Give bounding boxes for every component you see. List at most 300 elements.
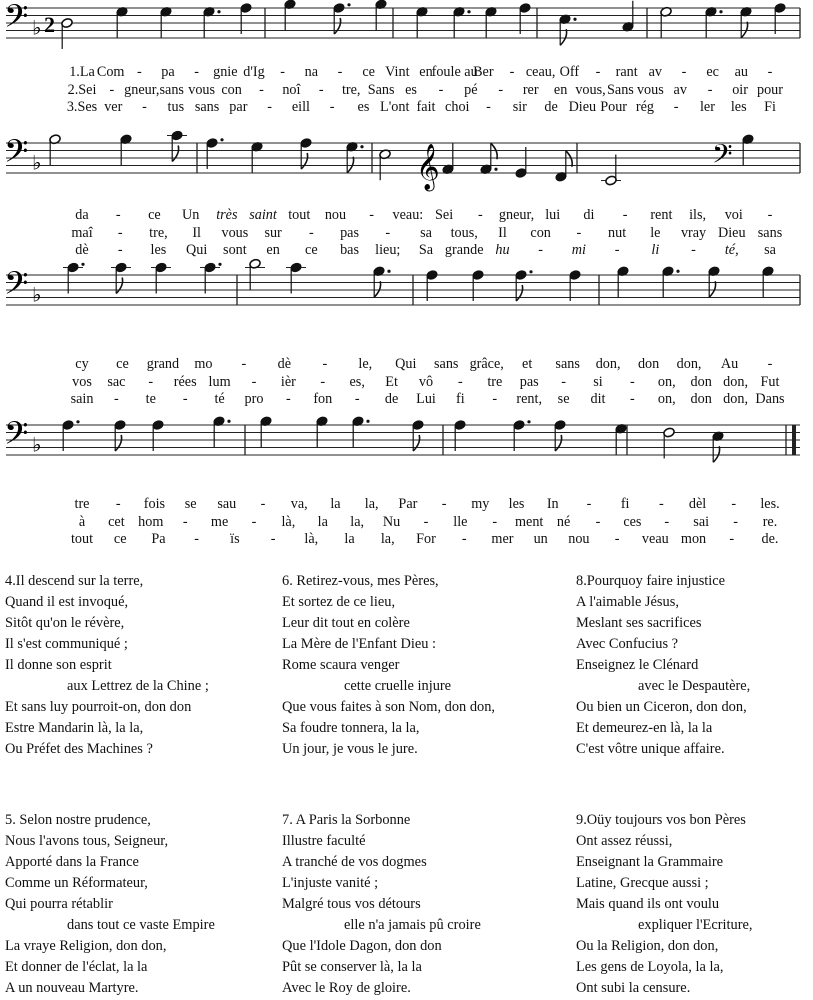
lyric-syllable: ïs <box>230 531 240 547</box>
lyric-syllable: don <box>637 356 660 372</box>
lyric-syllable: - <box>194 64 200 80</box>
lyric-syllable: sans <box>434 356 459 372</box>
lyric-syllable: - <box>486 99 491 115</box>
lyric-syllable: saint <box>249 207 277 223</box>
bass-clef-icon: 𝄢 <box>4 265 29 309</box>
note <box>705 6 723 37</box>
lyric-syllable: le <box>650 224 661 241</box>
lyric-syllable: sai <box>693 513 710 530</box>
lyric-syllable: dè <box>277 356 292 372</box>
lyric-syllable: - <box>117 242 123 258</box>
verse-line: aux Lettrez de la Chine ; <box>67 678 209 694</box>
lyric-syllable: à <box>78 513 86 530</box>
lyric-syllable: rég <box>635 99 654 115</box>
lyric-syllable: Fut <box>760 373 780 390</box>
lyric-syllable: les <box>150 242 167 258</box>
music-staff <box>0 119 813 189</box>
lyric-syllable: fi <box>456 391 465 407</box>
note <box>708 266 720 297</box>
lyric-syllable: tout <box>288 207 311 223</box>
flat-icon: ♭ <box>32 150 42 175</box>
lyric-syllable: Ber <box>473 64 494 80</box>
verse-line: 7. A Paris la Sorbonne <box>282 812 411 828</box>
lyric-syllable: - <box>767 356 773 372</box>
lyric-syllable: on, <box>657 373 676 390</box>
verse-stanza <box>576 810 752 999</box>
lyric-syllable: la <box>317 513 328 530</box>
note <box>554 420 566 451</box>
lyric-syllable: grâce, <box>469 356 504 372</box>
lyric-syllable: dè <box>75 242 89 258</box>
lyric-syllable: don <box>690 373 712 390</box>
lyric-line <box>0 224 813 242</box>
lyric-syllable: fi <box>620 496 630 512</box>
note <box>167 130 187 161</box>
note <box>617 266 629 297</box>
lyric-syllable: vous, <box>575 81 606 98</box>
verse-line: 5. Selon nostre prudence, <box>5 812 151 828</box>
lyric-syllable: - <box>691 242 696 258</box>
verse-line: Quand il est invoqué, <box>5 594 129 610</box>
lyric-syllable: té, <box>724 242 739 258</box>
note <box>559 14 577 45</box>
lyric-syllable: gneur, <box>124 81 160 98</box>
lyric-syllable: don <box>690 391 712 407</box>
lyric-syllable: - <box>320 373 326 390</box>
lyric-syllable: Sans <box>607 81 634 98</box>
verse-line: Ou la Religion, don don, <box>576 938 719 954</box>
lyric-syllable: es, <box>349 373 365 390</box>
treble-clef-icon: 𝄞 <box>416 144 440 190</box>
lyric-syllable: - <box>259 81 264 98</box>
lyric-line <box>0 98 813 116</box>
lyric-syllable: - <box>438 81 444 98</box>
lyric-syllable: sans <box>555 356 580 372</box>
lyric-syllable: Vint <box>385 64 410 80</box>
lyric-syllable: très <box>216 207 238 223</box>
lyric-syllable: vray <box>680 224 707 241</box>
lyric-syllable: et <box>522 356 533 372</box>
verse-line: Apporté dans la France <box>5 854 139 870</box>
verse-line: Et donner de l'éclat, la la <box>5 959 148 975</box>
lyric-syllable: Sei <box>435 207 454 223</box>
lyric-syllable: ce <box>113 531 127 547</box>
lyric-syllable: - <box>767 64 773 80</box>
lyric-syllable: - <box>148 373 154 390</box>
lyric-syllable: pro <box>244 391 264 407</box>
note <box>660 6 672 37</box>
lyric-syllable: té <box>214 391 225 407</box>
lyric-syllable: sur <box>264 224 282 241</box>
note <box>742 134 754 165</box>
lyric-syllable: - <box>538 242 544 258</box>
note <box>251 141 263 172</box>
lyric-line <box>0 373 813 391</box>
lyric-syllable: - <box>614 531 620 547</box>
verse-line: dans tout ce vaste Empire <box>67 917 215 933</box>
note <box>762 266 774 297</box>
lyric-syllable: Pour <box>600 99 628 115</box>
lyric-syllable: - <box>664 513 670 530</box>
flat-icon: ♭ <box>32 15 42 40</box>
lyric-syllable: cet <box>108 513 125 530</box>
verse-line: Ou bien un Ciceron, don don, <box>576 699 747 715</box>
lyric-syllable: pas <box>519 373 539 390</box>
verse-line: Ont subi la censure. <box>576 980 691 996</box>
verse-line: Et sortez de ce lieu, <box>282 594 396 610</box>
lyric-syllable: - <box>498 81 504 98</box>
verse-line: Meslant ses sacrifices <box>576 615 702 631</box>
lyric-syllable: tout <box>70 531 94 547</box>
verse-line: Sitôt qu'on le révère, <box>5 615 125 631</box>
lyric-syllable: ec <box>706 64 719 80</box>
verse-line: La Mère de l'Enfant Dieu : <box>282 636 437 652</box>
verse-line: C'est vôtre unique affaire. <box>576 741 725 757</box>
lyric-syllable: don, <box>723 391 749 407</box>
lyric-syllable: lle <box>453 513 468 530</box>
lyric-syllable: - <box>492 391 498 407</box>
verse-line: expliquer l'Ecriture, <box>638 917 753 933</box>
lyric-syllable: sa <box>420 224 432 241</box>
lyric-syllable: - <box>280 64 286 80</box>
verse-stanza <box>282 810 481 999</box>
note <box>485 6 497 37</box>
lyric-syllable: rant <box>615 64 638 80</box>
lyric-syllable: - <box>622 207 628 223</box>
lyric-syllable: - <box>461 531 467 547</box>
note <box>333 3 351 34</box>
lyric-syllable: - <box>423 513 429 530</box>
lyric-syllable: Dans <box>755 391 785 407</box>
lyric-syllable: my <box>471 496 490 512</box>
lyric-syllable: sa <box>764 242 776 258</box>
note <box>442 143 454 174</box>
note <box>601 155 621 186</box>
note <box>513 420 531 451</box>
lyric-syllable: - <box>441 496 447 512</box>
note <box>453 6 471 37</box>
lyric-syllable: don, <box>595 356 621 372</box>
verse-line: Un jour, je vous le jure. <box>282 741 418 757</box>
lyric-syllable: mon <box>680 531 707 547</box>
lyric-syllable: L'ont <box>380 99 410 115</box>
note <box>569 270 581 301</box>
lyric-syllable: - <box>369 207 375 223</box>
lyric-syllable: es <box>405 81 417 98</box>
lyric-syllable: pour <box>756 81 784 98</box>
verse-line: A un nouveau Martyre. <box>5 980 139 996</box>
note <box>120 134 132 165</box>
lyric-syllable: me <box>210 513 229 530</box>
lyric-syllable: Com <box>96 64 125 80</box>
lyric-syllable: lui <box>545 207 561 223</box>
verse-line: 4.Il descend sur la terre, <box>5 573 144 589</box>
lyric-syllable: bas <box>340 242 360 258</box>
note <box>663 427 675 458</box>
note <box>622 1 634 32</box>
lyric-syllable: noî <box>282 81 301 98</box>
verse-line: 9.Oüy toujours vos bon Pères <box>576 812 746 828</box>
lyric-syllable: - <box>337 64 343 80</box>
lyric-syllable: veau: <box>392 207 424 223</box>
lyric-syllable: dèl <box>688 496 707 512</box>
note <box>111 262 131 293</box>
lyric-syllable: oir <box>732 81 748 98</box>
lyric-syllable: ce <box>116 356 129 372</box>
lyric-syllable: - <box>385 224 391 241</box>
lyric-syllable: ment <box>515 513 544 530</box>
staff-lines <box>6 425 800 455</box>
verse-line: Comme un Réformateur, <box>5 875 148 891</box>
lyric-syllable: rent, <box>516 391 542 407</box>
note <box>426 270 438 301</box>
verse-line: 6. Retirez-vous, mes Pères, <box>282 573 439 589</box>
verse-line: Latine, Grecque aussi ; <box>576 875 709 891</box>
verse-line: Que l'Idole Dagon, don don <box>282 938 442 954</box>
lyric-syllable: en <box>419 64 433 80</box>
lyric-syllable: - <box>318 81 324 98</box>
note <box>206 138 224 169</box>
lyric-syllable: Dieu <box>717 224 746 241</box>
verse-line: Il donne son esprit <box>5 657 112 673</box>
lyric-syllable: - <box>576 224 582 241</box>
lyric-syllable: - <box>681 64 687 80</box>
lyric-syllable: con <box>530 224 551 241</box>
note <box>260 416 272 447</box>
lyric-syllable: - <box>630 391 635 407</box>
lyric-line <box>0 206 813 224</box>
lyric-syllable: Par <box>398 496 418 512</box>
verse-line: Avec Confucius ? <box>576 636 679 652</box>
lyric-syllable: - <box>509 64 515 80</box>
lyric-syllable: hom <box>138 513 164 530</box>
lyric-syllable: 1.La <box>69 64 95 80</box>
lyric-syllable: Sa <box>418 242 434 258</box>
lyric-syllable: - <box>322 356 328 372</box>
lyric-syllable: sir <box>512 99 527 115</box>
note <box>373 266 391 297</box>
lyric-syllable: don, <box>676 356 702 372</box>
lyric-syllable: ceau, <box>525 64 556 80</box>
lyric-syllable: eill <box>291 99 310 115</box>
lyric-syllable: Qui <box>186 242 208 258</box>
lyric-syllable: - <box>492 513 498 530</box>
lyric-syllable: tus <box>167 99 185 115</box>
verse-line: A tranché de vos dogmes <box>282 854 427 870</box>
lyric-syllable: ler <box>699 99 715 115</box>
verse-line: Enseignant la Grammaire <box>576 854 724 870</box>
lyric-syllable: - <box>477 207 483 223</box>
lyric-syllable: - <box>707 81 713 98</box>
verse-line: Avec le Roy de gloire. <box>282 980 411 996</box>
verse-line: Et demeurez-en là, la la <box>576 720 713 736</box>
lyric-syllable: gneur, <box>498 207 535 223</box>
verse-line: Nous l'avons tous, Seigneur, <box>5 833 169 849</box>
lyric-syllable: un <box>533 531 548 547</box>
lyric-syllable: Off <box>559 64 580 80</box>
lyric-syllable: tre, <box>341 81 361 98</box>
lyric-syllable: se <box>557 391 570 407</box>
lyric-syllable: ce <box>148 207 161 223</box>
verse-line: La vraye Religion, don don, <box>5 938 167 954</box>
lyric-syllable: di <box>583 207 595 223</box>
lyric-syllable: Et <box>385 373 398 390</box>
lyric-syllable: pa <box>161 64 175 80</box>
lyric-syllable: de <box>384 391 399 407</box>
note <box>480 143 498 174</box>
lyric-syllable: par <box>229 99 248 115</box>
note <box>116 6 128 37</box>
lyric-syllable: foule au <box>431 64 478 80</box>
lyric-syllable: na <box>304 64 319 80</box>
note <box>412 420 424 451</box>
lyric-syllable: choi <box>445 99 470 115</box>
lyric-syllable: - <box>109 81 115 98</box>
lyric-syllable: - <box>630 373 635 390</box>
note <box>555 151 572 182</box>
lyric-syllable: - <box>260 496 266 512</box>
verse-line: Illustre faculté <box>282 833 366 849</box>
lyric-line <box>0 241 813 259</box>
staff-lines <box>6 275 800 305</box>
lyric-syllable: - <box>614 242 620 258</box>
lyric-syllable: la <box>344 531 355 547</box>
lyric-syllable: rées <box>173 373 197 390</box>
lyric-syllable: la, <box>364 496 379 512</box>
bass-clef-icon: 𝄢 <box>712 138 733 176</box>
bass-clef-icon: 𝄢 <box>4 133 29 177</box>
lyric-syllable: sau <box>217 496 237 512</box>
lyric-syllable: - <box>731 496 737 512</box>
lyric-syllable: ils, <box>689 207 707 223</box>
lyric-line <box>0 355 813 373</box>
flat-icon: ♭ <box>32 432 42 457</box>
lyric-syllable: la <box>330 496 341 512</box>
lyric-syllable: vous <box>221 224 249 241</box>
lyric-syllable: les <box>730 99 747 115</box>
lyric-syllable: de <box>544 99 558 115</box>
lyric-syllable: - <box>182 391 188 407</box>
lyric-syllable: Au <box>720 356 739 372</box>
lyric-syllable: la, <box>350 513 365 530</box>
note <box>240 3 252 34</box>
lyric-syllable: - <box>658 496 664 512</box>
verse-line: Ont assez réussi, <box>576 833 673 849</box>
lyric-syllable: 2.Sei <box>67 81 97 98</box>
note <box>346 141 364 172</box>
lyric-syllable: sont <box>223 242 247 258</box>
lyric-syllable: - <box>586 496 592 512</box>
verse-line: Que vous faites à son Nom, don don, <box>282 699 496 715</box>
note <box>62 420 80 451</box>
lyric-syllable: - <box>673 99 679 115</box>
lyric-syllable: ce <box>362 64 375 80</box>
lyric-syllable: dit <box>590 391 606 407</box>
lyric-syllable: Nu <box>382 513 401 530</box>
bass-clef-icon: 𝄢 <box>4 415 29 459</box>
lyric-syllable: - <box>458 373 463 390</box>
lyric-syllable: Fi <box>764 99 776 115</box>
verse-line: 8.Pourquoy faire injustice <box>576 573 726 589</box>
lyric-syllable: vous <box>188 81 216 98</box>
lyric-syllable: le, <box>358 356 373 372</box>
lyric-syllable: - <box>286 391 291 407</box>
lyric-syllable: av <box>673 81 687 98</box>
note <box>245 258 265 289</box>
lyric-syllable: - <box>251 513 257 530</box>
verse-line: elle n'a jamais pû croire <box>344 917 481 933</box>
lyric-syllable: es <box>357 99 370 115</box>
music-staff <box>0 401 813 471</box>
lyric-syllable: tous, <box>450 224 478 241</box>
lyric-syllable: va, <box>290 496 308 512</box>
note <box>379 149 391 180</box>
note <box>203 6 221 37</box>
music-staff <box>0 0 813 54</box>
lyric-syllable: - <box>251 373 257 390</box>
lyric-syllable: gnie <box>213 64 238 80</box>
lyric-syllable: For <box>416 531 436 547</box>
lyric-syllable: te <box>145 391 156 407</box>
lyric-syllable: - <box>595 64 601 80</box>
lyric-syllable: là, <box>281 513 296 530</box>
lyric-syllable: la, <box>380 531 395 547</box>
verse-line: Enseignez le Clénard <box>576 657 699 673</box>
lyric-syllable: grande <box>444 242 484 258</box>
lyric-syllable: vô <box>418 373 434 390</box>
note <box>472 270 484 301</box>
verse-line: Rome scaura venger <box>282 657 400 673</box>
note <box>300 138 312 169</box>
lyric-syllable: - <box>194 531 200 547</box>
note <box>49 134 61 165</box>
lyric-syllable: - <box>561 373 566 390</box>
lyric-syllable: ce <box>305 242 318 258</box>
lyric-syllable: - <box>308 224 314 241</box>
note <box>114 420 126 451</box>
final-barline <box>792 425 796 455</box>
lyric-syllable: cy <box>75 356 89 372</box>
note <box>213 416 231 447</box>
note <box>160 6 172 37</box>
lyric-syllable: con <box>221 81 242 98</box>
lyric-syllable: Dieu <box>568 99 597 115</box>
lyric-syllable: Il <box>498 224 507 241</box>
lyric-syllable: Lui <box>416 391 436 407</box>
note <box>662 266 680 297</box>
note <box>151 262 171 293</box>
verse-stanza <box>5 810 215 999</box>
lyric-syllable: sans <box>757 224 783 241</box>
lyric-syllable: - <box>267 99 272 115</box>
lyric-syllable: - <box>182 513 188 530</box>
time-signature: 2 <box>44 12 55 37</box>
verse-line: L'injuste vanité ; <box>282 875 379 891</box>
lyric-syllable: fois <box>143 496 166 512</box>
lyric-line <box>0 530 813 548</box>
lyric-syllable: si <box>593 373 603 390</box>
verse-line: cette cruelle injure <box>344 678 452 694</box>
note <box>454 420 466 451</box>
lyric-syllable: rer <box>522 81 539 98</box>
lyric-syllable: - <box>114 391 119 407</box>
note <box>740 6 752 37</box>
lyric-syllable: - <box>115 496 121 512</box>
note <box>63 262 85 293</box>
lyric-syllable: In <box>546 496 559 512</box>
verse-stanza <box>576 571 750 760</box>
note <box>774 3 786 34</box>
